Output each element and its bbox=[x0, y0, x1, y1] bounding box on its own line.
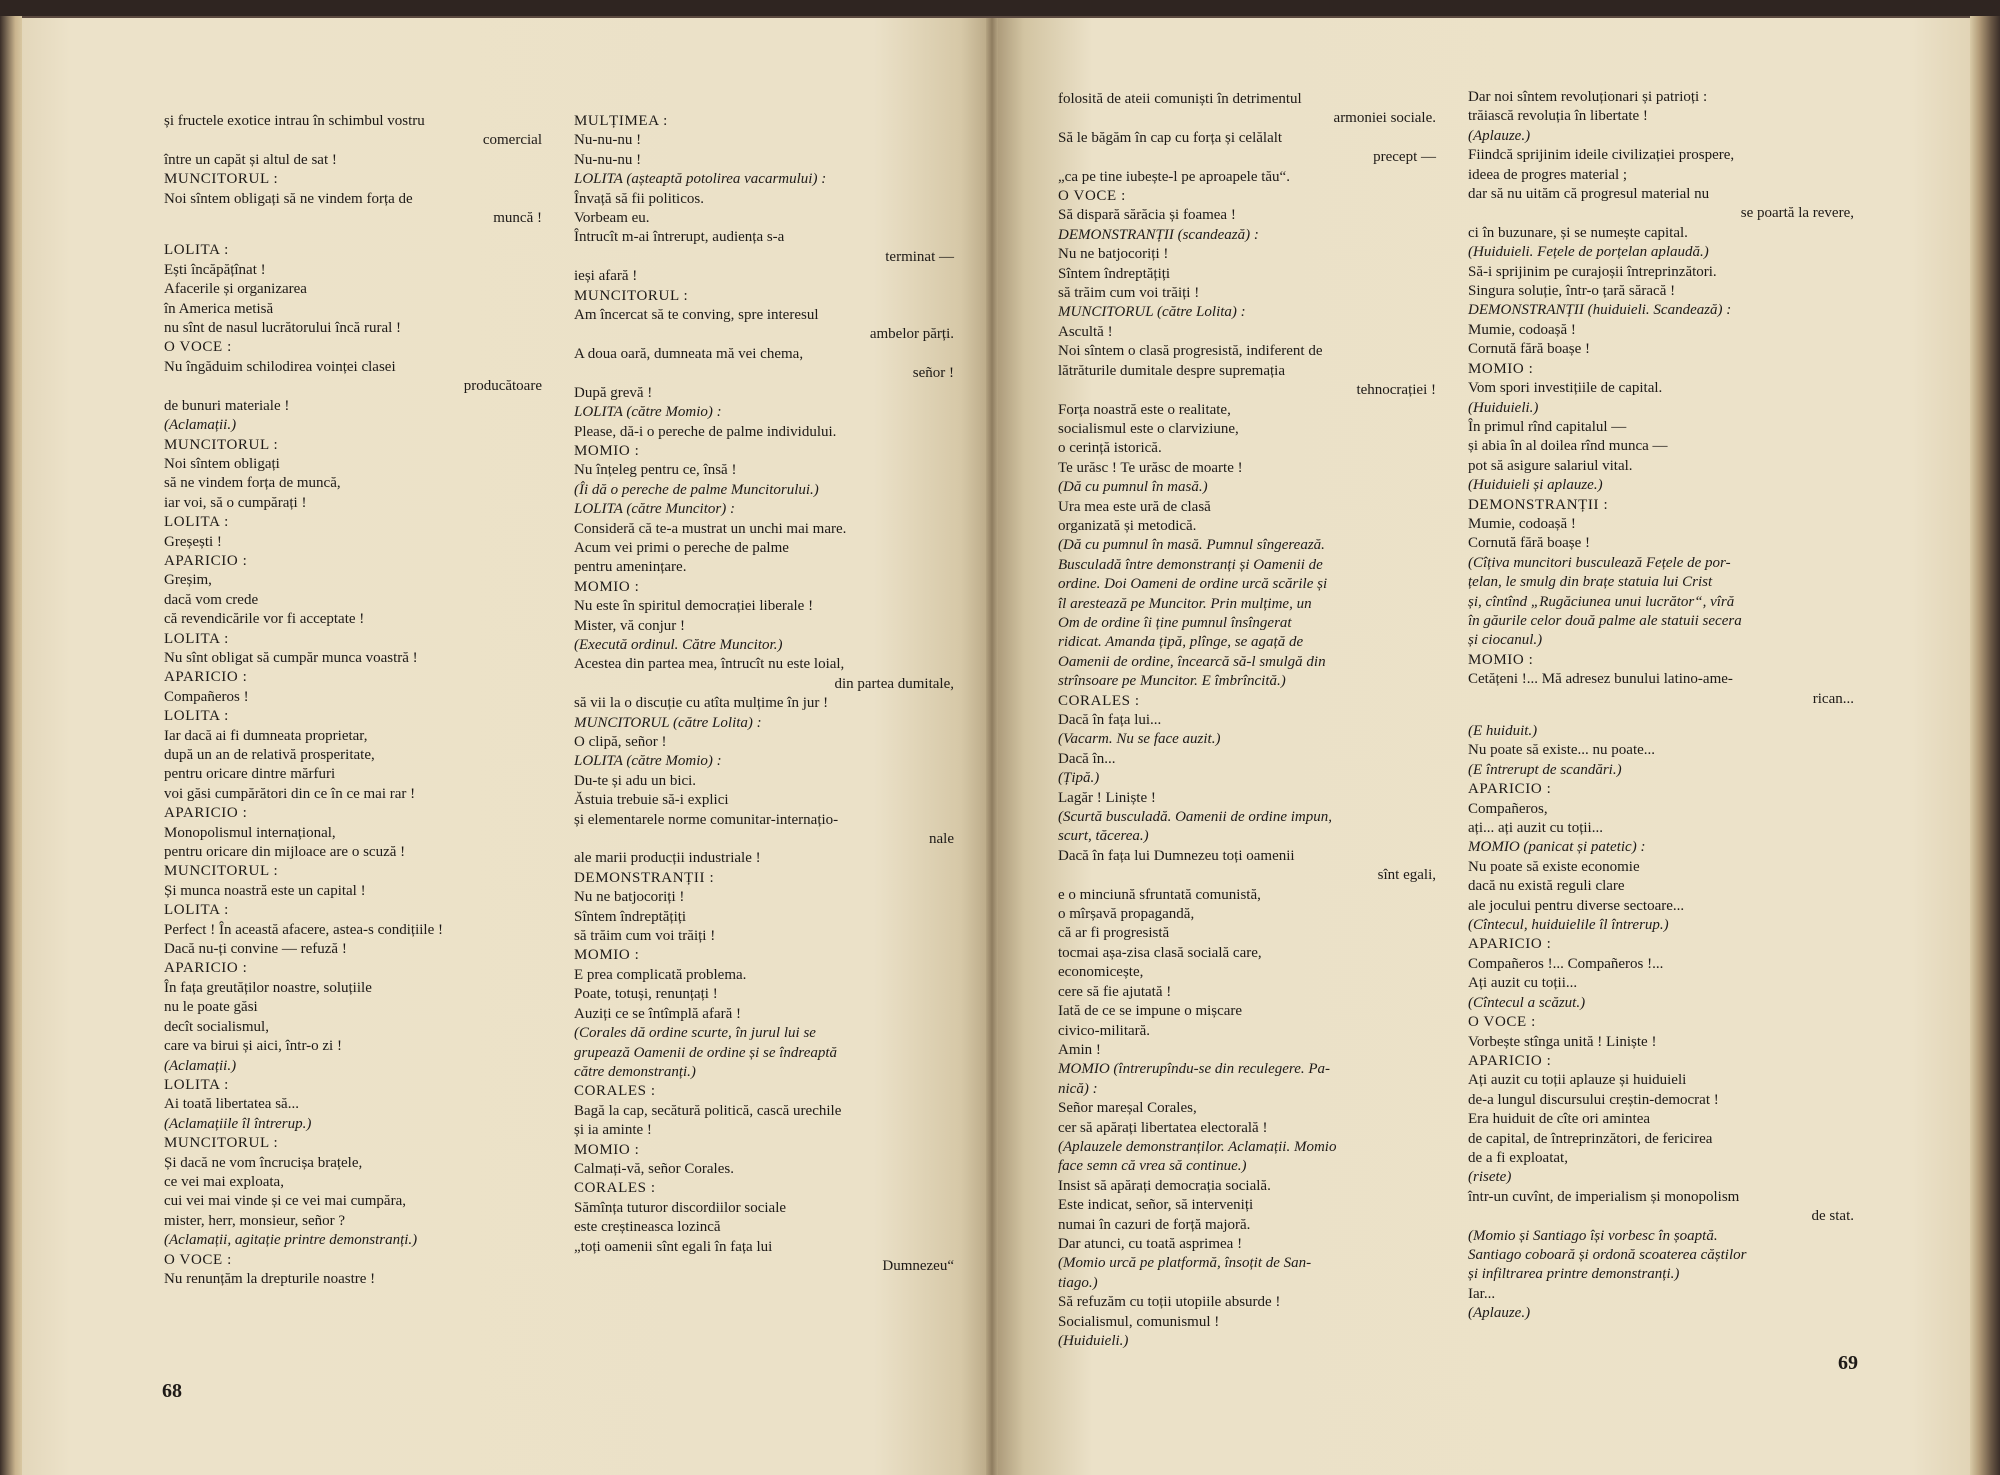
text-line: economicește, bbox=[1058, 964, 1144, 981]
stage-direction-line: LOLITA (către Momio) : bbox=[574, 404, 722, 421]
text-line: O clipă, señor ! bbox=[574, 734, 667, 750]
text-line: Dacă în fața lui... bbox=[1058, 712, 1162, 728]
text-line: Învață să fii politicos. bbox=[574, 190, 704, 207]
text-line: Cornută fără boașe ! bbox=[1468, 341, 1591, 358]
speaker-label: LOLITA : bbox=[164, 242, 229, 259]
text-line: Noi sîntem obligați bbox=[164, 455, 280, 472]
text-line: În primul rînd capitalul — bbox=[1468, 418, 1627, 435]
stage-direction-line: tiago.) bbox=[1058, 1274, 1098, 1291]
text-line: Dumnezeu“ bbox=[882, 1257, 954, 1274]
stage-direction-line: și, cîntînd „Rugăciunea unui lucrător“, vîră bbox=[1468, 593, 1735, 610]
text-line: Și munca noastră este un capital ! bbox=[164, 882, 366, 899]
text-line: se poartă la revere, bbox=[1740, 205, 1854, 222]
stage-direction-line: LOLITA (către Muncitor) : bbox=[574, 501, 735, 518]
text-line: sînt egali, bbox=[1377, 867, 1436, 884]
text-line: Greșim, bbox=[164, 572, 212, 589]
text-line: cere să fie ajutată ! bbox=[1058, 983, 1172, 1000]
stage-direction-line: (Țipă.) bbox=[1058, 770, 1100, 787]
stage-direction-line: MUNCITORUL (către Lolita) : bbox=[574, 714, 762, 731]
text-line: ale marii producții industriale ! bbox=[574, 850, 761, 867]
stage-direction-line: (Cîntecul, huiduielile îl întrerup.) bbox=[1468, 917, 1669, 934]
stage-direction-line: (Huiduieli.) bbox=[1058, 1333, 1129, 1349]
text-line bbox=[1468, 709, 1854, 722]
text-line: Compañeros ! bbox=[164, 688, 249, 705]
stage-direction-line: îl arestează pe Muncitor. Prin mulțime, un bbox=[1058, 595, 1312, 612]
stage-direction-line: (Scurtă busculadă. Oamenii de ordine impun, bbox=[1058, 809, 1332, 826]
text-line: Bagă la cap, secătură politică, cască urechile bbox=[574, 1102, 842, 1119]
speaker-label: O VOCE : bbox=[164, 1251, 232, 1268]
text-line: și elementarele norme comunitar-internațio- bbox=[574, 811, 839, 828]
text-line: Acum vei primi o pereche de palme bbox=[574, 539, 789, 556]
text-line: Insist să apărați democrația socială. bbox=[1058, 1177, 1271, 1194]
speaker-label: APARICIO : bbox=[1468, 781, 1552, 798]
text-line: între un capăt și altul de sat ! bbox=[164, 151, 337, 168]
speaker-label: O VOCE : bbox=[164, 339, 232, 356]
text-line: pot să asigure salariul vital. bbox=[1468, 457, 1633, 474]
text-line: nu sînt de nasul lucrătorului încă rural ! bbox=[164, 320, 402, 337]
text-line: este creștineasca lozincă bbox=[574, 1219, 721, 1236]
text-line: E prea complicată problema. bbox=[574, 966, 747, 983]
speaker-label: APARICIO : bbox=[164, 552, 248, 569]
text-line: Ascultă ! bbox=[1058, 323, 1113, 340]
stage-direction-line: (Dă cu pumnul în masă.) bbox=[1058, 479, 1208, 496]
stage-direction-line: (Cîntecul a scăzut.) bbox=[1468, 994, 1586, 1011]
text-line: señor ! bbox=[912, 365, 954, 382]
text-line: după un an de relativă prosperitate, bbox=[164, 747, 375, 763]
text-line: „ca pe tine iubește-l pe aproapele tău“. bbox=[1058, 168, 1290, 185]
text-line: Singura soluție, într-o țară săracă ! bbox=[1468, 283, 1676, 300]
text-line: Du-te și adu un bici. bbox=[574, 772, 697, 789]
text-line: Este indicat, señor, să interveniți bbox=[1058, 1197, 1254, 1214]
text-line: că revendicările vor fi acceptate ! bbox=[164, 611, 365, 628]
speaker-label: APARICIO : bbox=[164, 669, 248, 686]
stage-direction-line: Busculadă între demonstranți și Oamenii de bbox=[1058, 556, 1323, 573]
speaker-label: LOLITA : bbox=[164, 514, 229, 531]
text-line: A doua oară, dumneata mă vei chema, bbox=[574, 345, 804, 362]
text-line: Iată de ce se impune o mișcare bbox=[1058, 1003, 1243, 1020]
text-line: ideea de progres material ; bbox=[1468, 166, 1628, 183]
stage-direction-line: DEMONSTRANȚII (huiduieli. Scandează) : bbox=[1468, 302, 1732, 319]
text-line: Acestea din partea mea, întrucît nu este loial, bbox=[574, 656, 845, 673]
text-line: Nu înțeleg pentru ce, însă ! bbox=[574, 462, 737, 479]
text-line: Ați auzit cu toții aplauze și huiduieli bbox=[1468, 1072, 1687, 1089]
stage-direction-line: Om de ordine îi ține pumnul însîngerat bbox=[1058, 614, 1292, 631]
text-line: Socialismul, comunismul ! bbox=[1058, 1313, 1220, 1330]
text-line: să trăim cum voi trăiți ! bbox=[1058, 285, 1200, 302]
text-line: Nu sînt obligat să cumpăr munca voastră ! bbox=[164, 649, 418, 666]
text-line: Noi sîntem o clasă progresistă, indiferent de bbox=[1058, 343, 1323, 360]
stage-direction-line: (Huiduieli.) bbox=[1468, 399, 1539, 416]
text-line: Te urăsc ! Te urăsc de moarte ! bbox=[1058, 459, 1243, 476]
text-line: Să dispară sărăcia și foamea ! bbox=[1058, 207, 1236, 224]
speaker-label: CORALES : bbox=[1058, 692, 1140, 709]
text-line: Amin ! bbox=[1058, 1041, 1101, 1058]
text-line: Calmați-vă, señor Corales. bbox=[574, 1160, 734, 1177]
stage-direction-line: scurt, tăcerea.) bbox=[1058, 828, 1149, 845]
text-line: Dar noi sîntem revoluționari și patrioți : bbox=[1468, 89, 1708, 105]
stage-direction-line: DEMONSTRANȚII (scandează) : bbox=[1058, 226, 1259, 243]
text-line: Fiindcă sprijinim ideile civilizației prospere, bbox=[1468, 147, 1735, 164]
text-line: Poate, totuși, renunțați ! bbox=[574, 986, 718, 1003]
text-line: ce vei mai exploata, bbox=[164, 1173, 284, 1190]
speaker-label: CORALES : bbox=[574, 1180, 656, 1197]
text-line: de capital, de întreprinzători, de fericirea bbox=[1468, 1130, 1713, 1147]
stage-direction-line: (Aplauze.) bbox=[1468, 127, 1531, 144]
speaker-label: LOLITA : bbox=[164, 630, 229, 647]
text-line: cer să apărați libertatea electorală ! bbox=[1058, 1119, 1268, 1136]
text-line: organizată și metodică. bbox=[1058, 517, 1197, 534]
text-line: Ăstuia trebuie să-i explici bbox=[574, 792, 729, 809]
text-line: Mumie, codoașă ! bbox=[1468, 515, 1576, 532]
text-line: Nu poate să existe... nu poate... bbox=[1468, 742, 1656, 759]
stage-direction-line: face semn că vrea să continue.) bbox=[1058, 1158, 1247, 1175]
stage-direction-line: (Corales dă ordine scurte, în jurul lui se bbox=[574, 1025, 816, 1042]
text-line: cui vei mai vinde și ce vei mai cumpăra, bbox=[164, 1193, 406, 1210]
text-line: decît socialismul, bbox=[164, 1018, 269, 1035]
text-line: Iar... bbox=[1468, 1285, 1496, 1302]
text-line: ci în buzunare, și se numește capital. bbox=[1468, 224, 1688, 241]
speaker-label: MOMIO : bbox=[1468, 651, 1534, 668]
speaker-label: APARICIO : bbox=[164, 960, 248, 977]
speaker-label: APARICIO : bbox=[164, 805, 248, 822]
left-page-column-1 bbox=[164, 112, 542, 1289]
stage-direction-line: Santiago coboară și ordonă scoaterea căștilor bbox=[1468, 1246, 1747, 1263]
text-line: ale jocului pentru diverse sectoare... bbox=[1468, 897, 1685, 914]
stage-direction-line: (Huiduieli și aplauze.) bbox=[1468, 477, 1603, 494]
stage-direction-line: (Aplauzele demonstranților. Aclamații. Momio bbox=[1058, 1138, 1337, 1155]
speaker-label: APARICIO : bbox=[1468, 1052, 1552, 1069]
text-line: producătoare bbox=[463, 378, 542, 395]
text-line: Please, dă-i o pereche de palme individului. bbox=[574, 423, 837, 440]
stage-direction-line: (E huiduit.) bbox=[1468, 723, 1538, 739]
text-line: Sîntem îndreptățiți bbox=[574, 908, 687, 925]
text-line: și abia în al doilea rînd munca — bbox=[1468, 438, 1668, 455]
stage-direction-line: (risete) bbox=[1468, 1169, 1512, 1186]
stage-direction-line: (Vacarm. Nu se face auzit.) bbox=[1058, 731, 1221, 748]
text-line: Am încercat să te conving, spre interesul bbox=[574, 307, 819, 324]
text-line: voi găsi cumpărători din ce în ce mai rar ! bbox=[164, 785, 416, 802]
stage-direction-line: către demonstranți.) bbox=[574, 1063, 696, 1080]
text-line: tocmai așa-zisa clasă socială care, bbox=[1058, 944, 1262, 961]
text-line: ambelor părți. bbox=[869, 326, 954, 343]
text-line: că ar fi progresistă bbox=[1058, 925, 1170, 942]
text-line: într-un cuvînt, de imperialism și monopolism bbox=[1468, 1188, 1740, 1205]
text-line: nu le poate găsi bbox=[164, 999, 258, 1016]
stage-direction-line: (Aclamații.) bbox=[164, 417, 237, 434]
stage-direction-line: (Momio urcă pe platformă, însoțit de San- bbox=[1058, 1255, 1312, 1272]
text-line: Sămînța tuturor discordiilor sociale bbox=[574, 1199, 787, 1216]
stage-direction-line: (Aplauze.) bbox=[1468, 1305, 1531, 1322]
text-line: de stat. bbox=[1811, 1208, 1854, 1225]
text-line: dar să nu uităm că progresul material nu bbox=[1468, 186, 1710, 203]
text-line: Nu poate să existe economie bbox=[1468, 858, 1640, 875]
text-line: Monopolismul internațional, bbox=[164, 824, 336, 841]
stage-direction-line: MOMIO (panicat și patetic) : bbox=[1468, 839, 1646, 856]
text-line: numai în cazuri de forță majoră. bbox=[1058, 1216, 1251, 1233]
text-line: care va birui și aici, într-o zi ! bbox=[164, 1038, 342, 1055]
stage-direction-line: (Aclamații.) bbox=[164, 1057, 237, 1074]
text-line: iar voi, să o cumpărați ! bbox=[164, 494, 307, 511]
text-line: mister, herr, monsieur, señor ? bbox=[164, 1212, 346, 1229]
stage-direction-line: (Momio și Santiago își vorbesc în șoaptă. bbox=[1468, 1227, 1718, 1244]
text-line: Nu este în spiritul democrației liberale ! bbox=[574, 598, 814, 615]
speaker-label: MUNCITORUL : bbox=[164, 171, 279, 188]
speaker-label: O VOCE : bbox=[1058, 188, 1126, 205]
stage-direction-line: ridicat. Amanda țipă, plînge, se agață de bbox=[1058, 634, 1304, 651]
text-line: Nu ne batjocoriți ! bbox=[1058, 246, 1169, 263]
text-line: Nu-nu-nu ! bbox=[574, 132, 642, 149]
text-line: Señor mareșal Corales, bbox=[1058, 1100, 1197, 1117]
stage-direction-line: nică) : bbox=[1058, 1080, 1098, 1097]
text-line: Consideră că te-a mustrat un unchi mai mare. bbox=[574, 520, 847, 537]
text-line: pentru amenințare. bbox=[574, 559, 687, 576]
stage-direction-line: (Cîțiva muncitori busculează Fețele de por- bbox=[1468, 554, 1731, 571]
speaker-label: MUNCITORUL : bbox=[574, 287, 689, 304]
left-page-column-2 bbox=[574, 112, 954, 1276]
text-line: Auziți ce se întîmplă afară ! bbox=[574, 1005, 742, 1022]
speaker-label: LOLITA : bbox=[164, 1076, 229, 1093]
stage-direction-line: ordine. Doi Oameni de ordine urcă scările și bbox=[1058, 576, 1328, 593]
text-line: Dar atunci, cu toată asprimea ! bbox=[1058, 1235, 1243, 1252]
text-line bbox=[164, 228, 542, 241]
text-line: ieși afară ! bbox=[574, 268, 638, 285]
book-right-edge bbox=[1970, 16, 2000, 1475]
speaker-label: LOLITA : bbox=[164, 708, 229, 725]
text-line: o cerință istorică. bbox=[1058, 440, 1162, 457]
speaker-label: MOMIO : bbox=[574, 947, 640, 964]
text-line: muncă ! bbox=[493, 210, 542, 227]
speaker-label: O VOCE : bbox=[1468, 1014, 1536, 1031]
speaker-label: MOMIO : bbox=[574, 578, 640, 595]
text-line: și fructele exotice intrau în schimbul vostru bbox=[164, 113, 425, 129]
text-line: Dacă nu-ți convine — refuză ! bbox=[164, 941, 347, 958]
stage-direction-line: și ciocanul.) bbox=[1468, 632, 1543, 649]
speaker-label: MUNCITORUL : bbox=[164, 863, 279, 880]
speaker-label: MOMIO : bbox=[574, 442, 640, 459]
stage-direction-line: (Huiduieli. Fețele de porțelan aplaudă.) bbox=[1468, 244, 1709, 261]
stage-direction-line: (E întrerupt de scandări.) bbox=[1468, 761, 1622, 778]
text-line: Vorbeam eu. bbox=[574, 210, 650, 227]
text-line: rican... bbox=[1812, 690, 1854, 707]
text-line: Nu-nu-nu ! bbox=[574, 151, 642, 168]
stage-direction-line: LOLITA (așteaptă potolirea vacarmului) : bbox=[574, 171, 827, 188]
text-line: Ai toată libertatea să... bbox=[164, 1096, 299, 1113]
text-line: Nu renunțăm la drepturile noastre ! bbox=[164, 1270, 376, 1287]
speaker-label: CORALES : bbox=[574, 1083, 656, 1100]
text-line: Întrucît m-ai întrerupt, audiența s-a bbox=[574, 229, 785, 246]
text-line: dacă vom crede bbox=[164, 591, 259, 608]
text-line: folosită de ateii comuniști în detrimentul bbox=[1058, 91, 1302, 107]
text-line: precept — bbox=[1373, 149, 1436, 166]
text-line: lătrăturile dumitale despre supremația bbox=[1058, 362, 1285, 379]
text-line: Să refuzăm cu toții utopiile absurde ! bbox=[1058, 1294, 1281, 1311]
speaker-label: APARICIO : bbox=[1468, 936, 1552, 953]
text-line: Perfect ! În această afacere, astea-s condițiile ! bbox=[164, 921, 443, 938]
text-line: Greșești ! bbox=[164, 533, 222, 550]
stage-direction-line: și infiltrarea printre demonstranți.) bbox=[1468, 1266, 1680, 1283]
speaker-label: MUNCITORUL : bbox=[164, 436, 279, 453]
text-line: Era huiduit de cîte ori amintea bbox=[1468, 1111, 1651, 1128]
stage-direction-line: MUNCITORUL (către Lolita) : bbox=[1058, 304, 1246, 321]
text-line: Ești încăpățînat ! bbox=[164, 261, 266, 278]
text-line: o mîrșavă propagandă, bbox=[1058, 906, 1195, 923]
text-line: Mumie, codoașă ! bbox=[1468, 321, 1576, 338]
text-line: Lagăr ! Liniște ! bbox=[1058, 789, 1156, 806]
text-line: de-a lungul discursului creștin-democrat ! bbox=[1468, 1091, 1719, 1108]
speaker-label: MOMIO : bbox=[574, 1141, 640, 1158]
speaker-label: MUNCITORUL : bbox=[164, 1135, 279, 1152]
text-line: tehnocrației ! bbox=[1356, 382, 1436, 399]
speaker-label: DEMONSTRANȚII : bbox=[574, 869, 715, 886]
left-page-number: 68 bbox=[162, 1380, 182, 1402]
text-line: nale bbox=[929, 831, 954, 848]
text-line: socialismul este o clarviziune, bbox=[1058, 420, 1239, 437]
stage-direction-line: (Îi dă o pereche de palme Muncitorului.) bbox=[574, 481, 819, 498]
text-line: dacă nu există reguli clare bbox=[1468, 878, 1625, 895]
book-gutter bbox=[986, 18, 998, 1475]
stage-direction-line: grupează Oamenii de ordine și se îndreaptă bbox=[574, 1044, 838, 1061]
text-line: e o minciună sfruntată comunistă, bbox=[1058, 886, 1261, 903]
text-line: În fața greutăților noastre, soluțiile bbox=[164, 979, 372, 996]
stage-direction-line: (Execută ordinul. Către Muncitor.) bbox=[574, 636, 783, 653]
stage-direction-line: țelan, le smulg din brațe statuia lui Crist bbox=[1468, 574, 1713, 591]
right-page-column-1 bbox=[1058, 90, 1436, 1351]
book-left-edge bbox=[0, 16, 22, 1475]
text-line: Să le băgăm în cap cu forța și celălalt bbox=[1058, 129, 1283, 146]
text-line: să trăim cum voi trăiți ! bbox=[574, 928, 716, 945]
text-line: Și dacă ne vom încrucișa brațele, bbox=[164, 1154, 363, 1171]
stage-direction-line: în găurile celor două palme ale statuii secera bbox=[1468, 612, 1742, 629]
text-line: armoniei sociale. bbox=[1333, 110, 1436, 127]
text-line: Noi sîntem obligați să ne vindem forța de bbox=[164, 190, 413, 207]
text-line: de a fi exploatat, bbox=[1468, 1149, 1568, 1166]
text-line: în America metisă bbox=[164, 300, 274, 317]
text-line: Compañeros, bbox=[1468, 800, 1548, 817]
stage-direction-line: LOLITA (către Momio) : bbox=[574, 753, 722, 770]
text-line: pentru oricare dintre mărfuri bbox=[164, 766, 336, 783]
text-line: terminat — bbox=[885, 248, 954, 265]
speaker-label: DEMONSTRANȚII : bbox=[1468, 496, 1609, 513]
stage-direction-line: (Dă cu pumnul în masă. Pumnul sîngerează. bbox=[1058, 537, 1325, 554]
text-line: și ia aminte ! bbox=[574, 1122, 652, 1139]
text-line: Cetățeni !... Mă adresez bunului latino-ame- bbox=[1468, 671, 1733, 688]
speaker-label: MULȚIMEA : bbox=[574, 113, 668, 129]
text-line: Mister, vă conjur ! bbox=[574, 617, 686, 634]
text-line: Dacă în... bbox=[1058, 750, 1116, 767]
text-line: comercial bbox=[482, 132, 542, 149]
text-line: să ne vindem forța de muncă, bbox=[164, 475, 341, 492]
text-line: Dacă în fața lui Dumnezeu toți oamenii bbox=[1058, 847, 1295, 864]
text-line: Vorbește stînga unită ! Liniște ! bbox=[1468, 1033, 1657, 1050]
text-line: din partea dumitale, bbox=[834, 675, 954, 692]
text-line: trăiască revoluția în libertate ! bbox=[1468, 108, 1648, 125]
speaker-label: MOMIO : bbox=[1468, 360, 1534, 377]
text-line: să vii la o discuție cu atîta mulțime în jur ! bbox=[574, 695, 829, 712]
stage-direction-line: strînsoare pe Muncitor. E îmbrîncită.) bbox=[1058, 673, 1286, 690]
text-line: Sîntem îndreptățiți bbox=[1058, 265, 1171, 282]
text-line: Ați auzit cu toții... bbox=[1468, 975, 1578, 992]
text-line: Afacerile și organizarea bbox=[164, 281, 307, 298]
text-line: Vom spori investițiile de capital. bbox=[1468, 380, 1663, 397]
text-line: După grevă ! bbox=[574, 384, 653, 401]
text-line: Nu ne batjocoriți ! bbox=[574, 889, 685, 906]
stage-direction-line: MOMIO (întrerupîndu-se din reculegere. Pa- bbox=[1058, 1061, 1331, 1078]
text-line: civico-militară. bbox=[1058, 1022, 1151, 1039]
text-line: Cornută fără boașe ! bbox=[1468, 535, 1591, 552]
top-background-band bbox=[0, 0, 2000, 16]
text-line: de bunuri materiale ! bbox=[164, 397, 290, 414]
text-line: Forța noastră este o realitate, bbox=[1058, 401, 1231, 418]
text-line: Compañeros !... Compañeros !... bbox=[1468, 955, 1664, 972]
text-line: Nu îngăduim schilodirea voinței clasei bbox=[164, 358, 396, 375]
speaker-label: LOLITA : bbox=[164, 902, 229, 919]
stage-direction-line: (Aclamații, agitație printre demonstranți.) bbox=[164, 1232, 418, 1249]
stage-direction-line: Oamenii de ordine, încearcă să-l smulgă din bbox=[1058, 653, 1326, 670]
text-line: „toți oamenii sînt egali în fața lui bbox=[574, 1238, 773, 1255]
right-page-number: 69 bbox=[1838, 1352, 1858, 1374]
text-line: Ura mea este ură de clasă bbox=[1058, 498, 1211, 515]
text-line: ați... ați auzit cu toții... bbox=[1468, 820, 1603, 837]
text-line: Să-i sprijinim pe curajoșii întreprinzători. bbox=[1468, 263, 1717, 280]
text-line: pentru oricare din mijloace are o scuză ! bbox=[164, 844, 406, 861]
right-page-column-2 bbox=[1468, 88, 1854, 1324]
text-line: Iar dacă ai fi dumneata proprietar, bbox=[164, 727, 368, 744]
stage-direction-line: (Aclamațiile îl întrerup.) bbox=[164, 1115, 312, 1132]
